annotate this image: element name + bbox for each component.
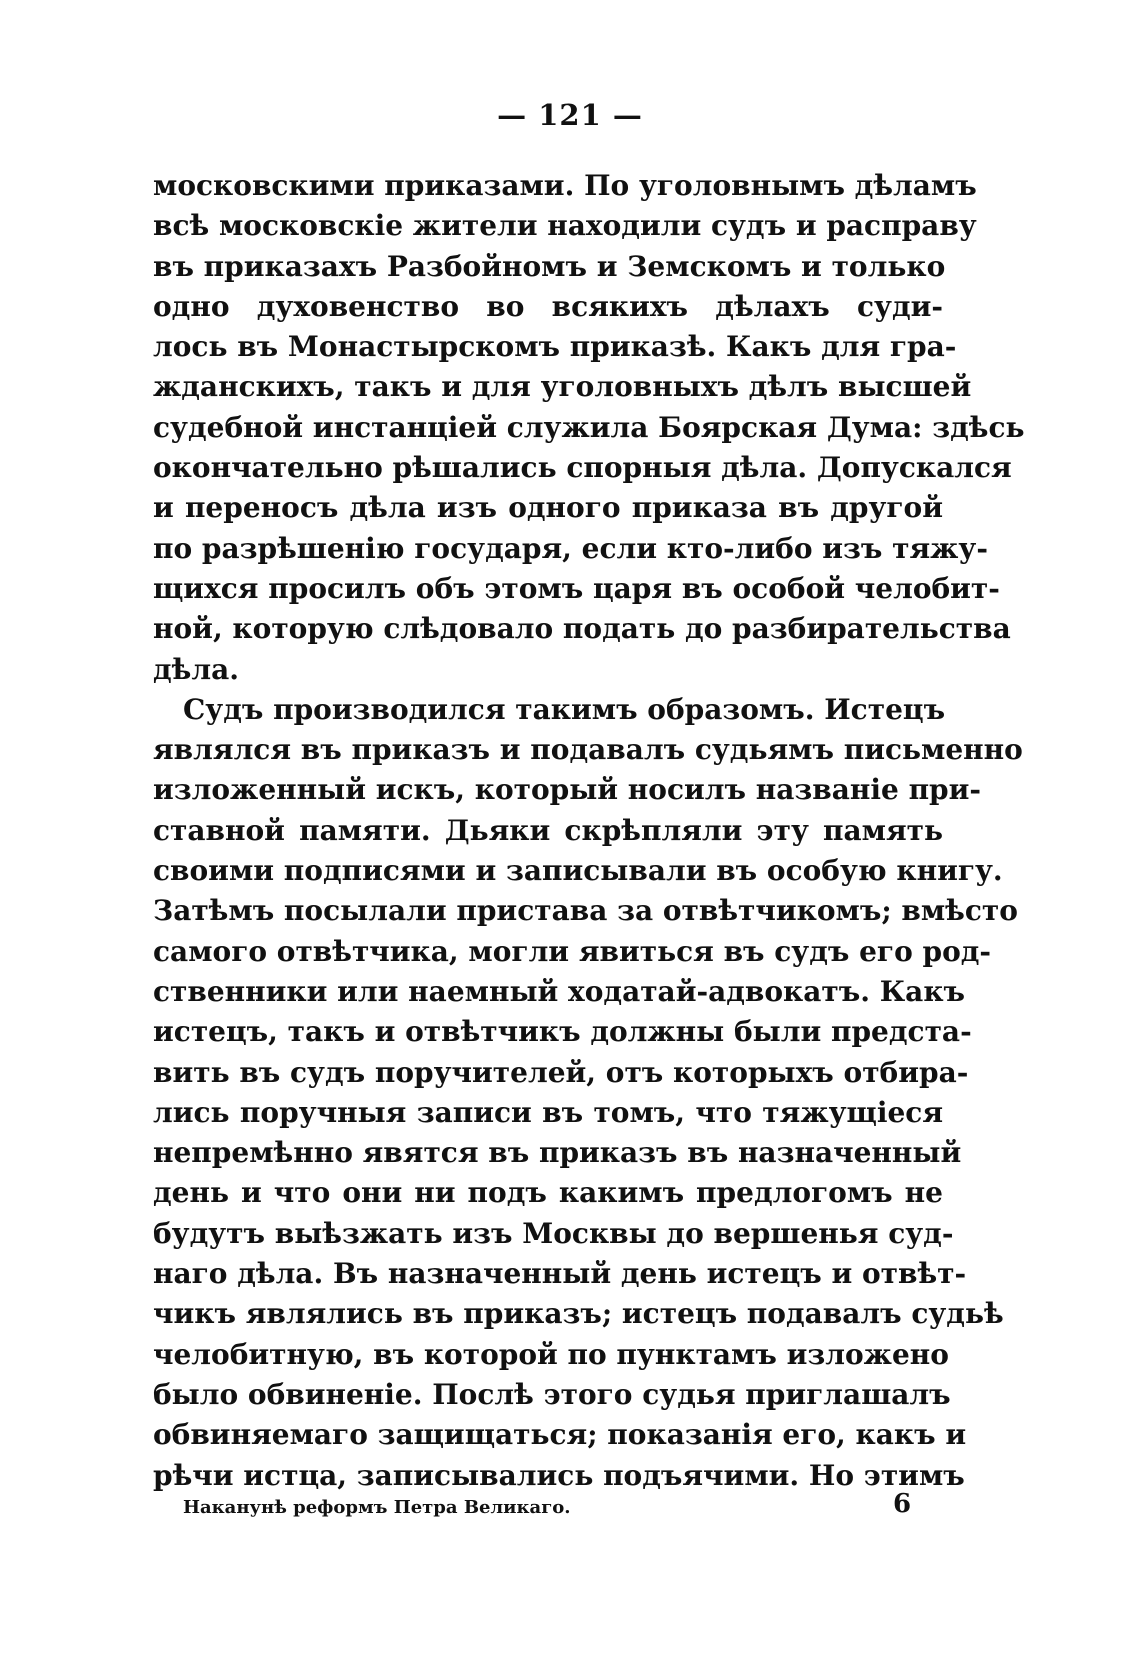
text-line: ной, которую слѣдовало подать до разбирательства <box>153 612 1011 646</box>
text-line: и переносъ дѣла изъ одного приказа въ другой <box>153 491 943 525</box>
page-number: — 121 — <box>497 98 643 132</box>
text-line: судебной инстанціей служила Боярская Дума: здѣсь <box>153 410 1025 444</box>
text-line: щихся просилъ объ этомъ царя въ особой челобит- <box>153 571 1000 605</box>
text-line: наго дѣла. Въ назначенный день истецъ и отвѣт- <box>153 1257 967 1291</box>
text-line: лись поручныя записи въ томъ, что тяжущіеся <box>153 1095 943 1129</box>
text-line: ставной памяти. Дьяки скрѣпляли эту память <box>153 813 943 847</box>
text-line: изложенный искъ, который носилъ названіе при- <box>153 773 982 807</box>
text-line: день и что они ни подъ какимъ предлогомъ не <box>153 1176 943 1210</box>
text-line: Судъ производился такимъ образомъ. Истецъ <box>183 692 946 726</box>
text-line: лось въ Монастырскомъ приказѣ. Какъ для гра- <box>153 330 957 364</box>
text-line: окончательно рѣшались спорныя дѣла. Допускался <box>153 451 1012 485</box>
text-line: вить въ судъ поручителей, отъ которыхъ отбира- <box>153 1055 969 1089</box>
text-line: непремѣнно явятся въ приказъ въ назначенный <box>153 1136 962 1170</box>
text-line: одно духовенство во всякихъ дѣлахъ суди- <box>153 289 943 323</box>
text-line: самого отвѣтчика, могли явиться въ судъ его род- <box>153 934 992 968</box>
footer-title: Наканунѣ реформъ Петра Великаго. <box>183 1497 571 1518</box>
text-line: истецъ, такъ и отвѣтчикъ должны были предста- <box>153 1015 972 1049</box>
text-line: дѣла. <box>153 652 239 686</box>
text-line: было обвиненіе. Послѣ этого судья приглашалъ <box>153 1377 951 1411</box>
text-line: жданскихъ, такъ и для уголовныхъ дѣлъ высшей <box>153 370 972 404</box>
signature-mark: 6 <box>893 1489 912 1519</box>
text-line: въ приказахъ Разбойномъ и Земскомъ и только <box>153 249 946 283</box>
text-line: всѣ московскіе жители находили судъ и расправу <box>153 209 977 243</box>
text-line: по разрѣшенію государя, если кто-либо изъ тяжу- <box>153 531 988 565</box>
text-line: московскими приказами. По уголовнымъ дѣламъ <box>153 169 977 202</box>
text-line: будутъ выѣзжать изъ Москвы до вершенья суд- <box>153 1216 954 1250</box>
text-line: своими подписями и записывали въ особую книгу. <box>153 854 1003 888</box>
text-line: Затѣмъ посылали пристава за отвѣтчикомъ; вмѣсто <box>153 894 1018 928</box>
text-line: рѣчи истца, записывались подъячими. Но этимъ <box>153 1458 965 1492</box>
body-text <box>153 166 1025 1496</box>
text-line: чикъ являлись въ приказъ; истецъ подавалъ судьѣ <box>153 1297 1004 1331</box>
text-line: челобитную, въ которой по пунктамъ изложено <box>153 1337 949 1371</box>
text-line: обвиняемаго защищаться; показанія его, какъ и <box>153 1418 967 1452</box>
text-line: ственники или наемный ходатай-адвокатъ. Какъ <box>153 974 966 1008</box>
text-line: являлся въ приказъ и подавалъ судьямъ письменно <box>153 733 1023 767</box>
